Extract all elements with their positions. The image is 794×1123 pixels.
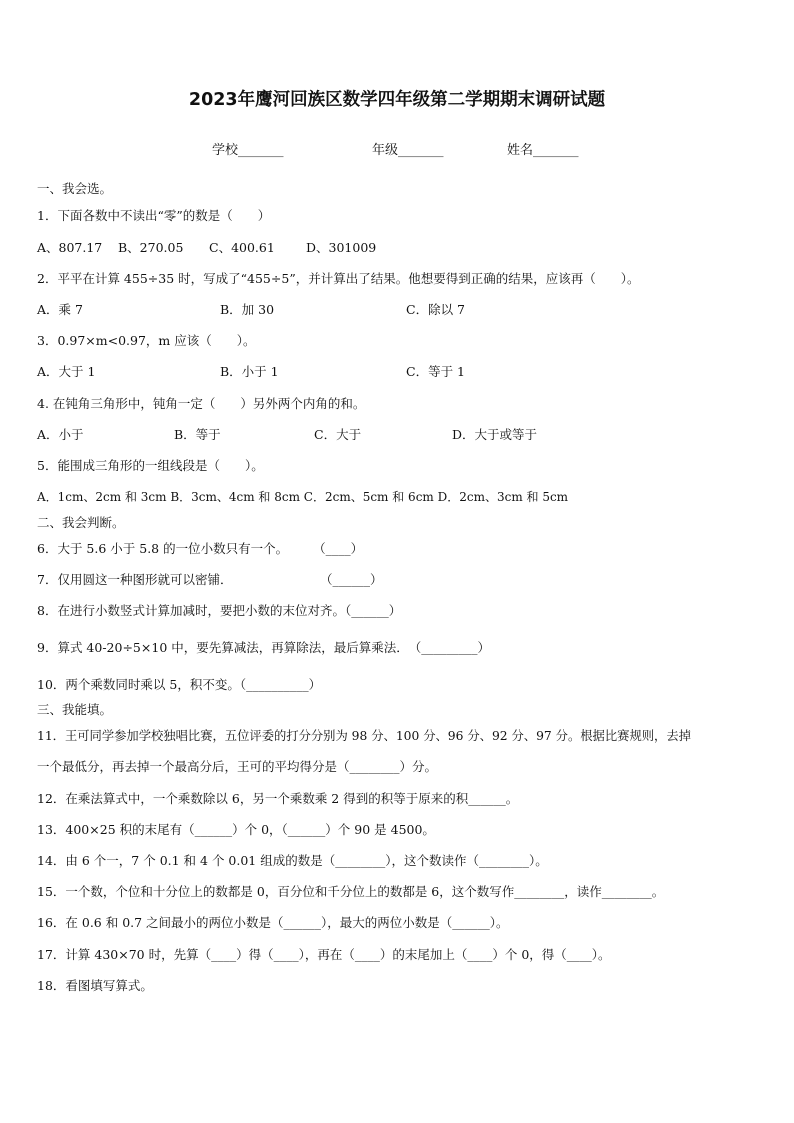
school-blank: _______ [238, 143, 284, 158]
q2-option-b: B．加 30 [220, 302, 275, 317]
question-14: 14．由 6 个一，7 个 0.1 和 4 个 0.01 组成的数是（________），这个数读作（________）。 [37, 853, 548, 868]
school-label: 学校 [212, 143, 239, 158]
question-10: 10．两个乘数同时乘以 5，积不变。（__________） [37, 677, 322, 692]
q1-option-b: B、270.05 [118, 240, 184, 255]
q2-option-c: C．除以 7 [406, 302, 465, 317]
section-heading-1: 一、我会选。 [37, 181, 113, 196]
school-field [212, 139, 284, 158]
q5-options: A．1cm、2cm 和 3cm B．3cm、4cm 和 8cm C．2cm、5cm 和 6cm D．2cm、3cm 和 5cm [37, 490, 569, 504]
question-17: 17．计算 430×70 时，先算（____）得（____），再在（____）的末尾加上（____）个 0，得（____）。 [37, 947, 611, 962]
q4-option-c: C．大于 [314, 427, 362, 442]
q2-option-a: A．乘 7 [37, 302, 83, 317]
question-12: 12．在乘法算式中，一个乘数除以 6，另一个乘数乘 2 得到的积等于原来的积______。 [37, 791, 519, 806]
section-heading-3: 三、我能填。 [37, 702, 113, 717]
q4-option-b: B．等于 [174, 427, 221, 442]
question-11-line-2: 一个最低分，再去掉一个最高分后，王可的平均得分是（________）分。 [37, 759, 438, 774]
q4-option-a: A．小于 [37, 427, 84, 442]
question-18: 18．看图填写算式。 [37, 978, 153, 993]
q1-option-a: A、807.17 [37, 240, 103, 255]
q1-option-c: C、400.61 [209, 240, 275, 255]
question-3: 3．0.97×m<0.97，m 应该（ ）。 [37, 333, 256, 348]
name-blank: _______ [533, 143, 579, 158]
name-label: 姓名 [507, 143, 534, 158]
question-11-line-1: 11．王可同学参加学校独唱比赛，五位评委的打分分别为 98 分、100 分、96 分、92 分、97 分。根据比赛规则，去掉 [37, 729, 691, 743]
question-8: 8．在进行小数竖式计算加减时，要把小数的末位对齐。（______） [37, 603, 402, 618]
grade-blank: _______ [398, 143, 444, 158]
question-16: 16．在 0.6 和 0.7 之间最小的两位小数是（______），最大的两位小数是（______）。 [37, 915, 509, 930]
section-heading-2: 二、我会判断。 [37, 515, 125, 530]
name-field [507, 139, 579, 158]
question-4: 4. 在钝角三角形中，钝角一定（ ）另外两个内角的和。 [37, 396, 366, 411]
question-2: 2．平平在计算 455÷35 时，写成了“455÷5”，并计算出了结果。他想要得到正确的结果，应该再（ ）。 [37, 271, 640, 286]
q3-option-c: C．等于 1 [406, 364, 465, 379]
page-title: 2023年鹰河回族区数学四年级第二学期期末调研试题 [188, 90, 606, 110]
question-6: 6．大于 5.6 小于 5.8 的一位小数只有一个。 （____） [37, 541, 364, 556]
question-15: 15．一个数，个位和十分位上的数都是 0，百分位和千分位上的数都是 6，这个数写作________，读作________。 [37, 884, 665, 899]
grade-field [372, 139, 444, 158]
q3-option-b: B．小于 1 [220, 364, 279, 379]
question-5: 5．能围成三角形的一组线段是（ ）。 [37, 458, 264, 473]
question-13: 13．400×25 积的末尾有（______）个 0，（______）个 90 是 4500。 [37, 822, 435, 837]
question-1: 1．下面各数中不读出“零”的数是（ ） [37, 208, 271, 223]
grade-label: 年级 [372, 143, 399, 158]
q4-option-d: D．大于或等于 [452, 427, 538, 442]
question-9: 9．算式 40-20÷5×10 中，要先算减法，再算除法，最后算乘法． （_________） [37, 640, 490, 655]
q1-option-d: D、301009 [306, 240, 377, 255]
q3-option-a: A．大于 1 [37, 364, 96, 379]
question-7: 7．仅用圆这一种图形就可以密铺． （______） [37, 572, 383, 587]
